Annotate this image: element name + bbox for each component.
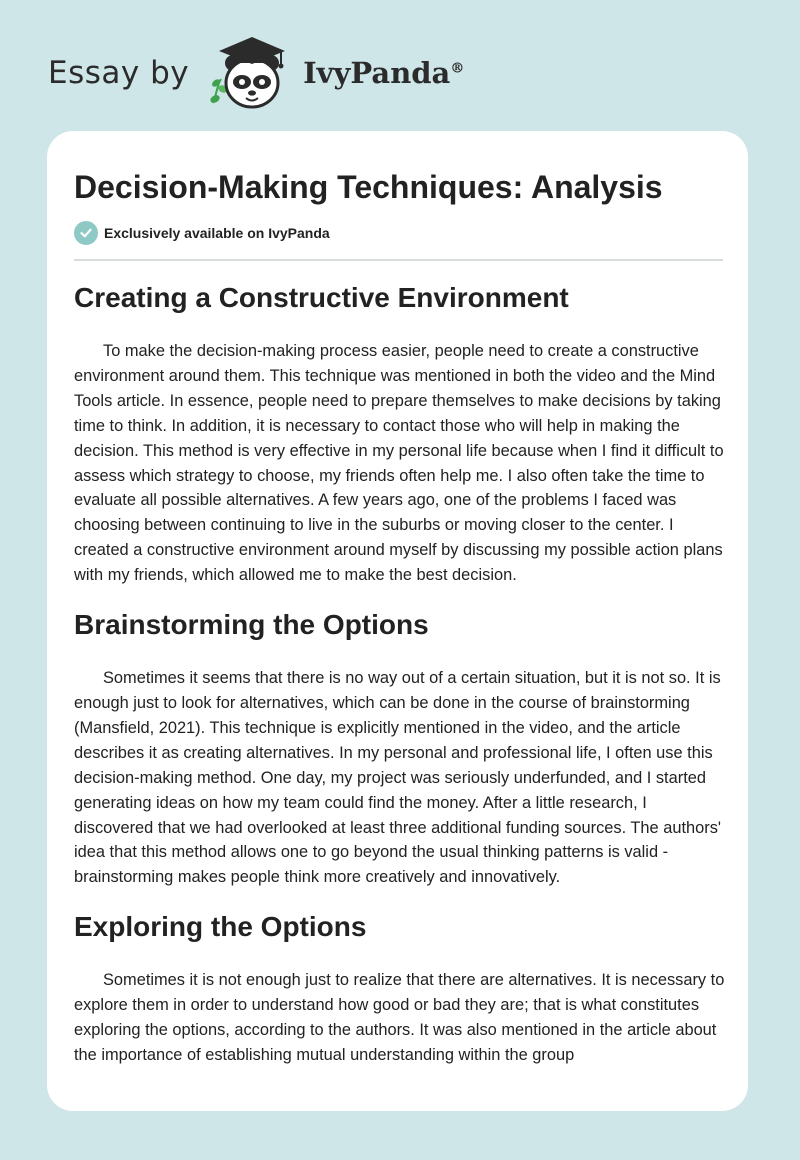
exclusive-label: Exclusively available on IvyPanda <box>104 225 330 241</box>
section-exploring-options <box>74 910 725 1068</box>
section-constructive-environment <box>74 281 722 588</box>
essay-card <box>47 131 748 1111</box>
check-icon <box>74 221 98 245</box>
essay-by-label: Essay by <box>48 55 190 91</box>
brand-name: IvyPanda® <box>303 56 465 90</box>
registered-mark: ® <box>450 60 465 77</box>
section-brainstorming <box>74 608 722 890</box>
exclusive-badge <box>74 221 722 245</box>
site-header <box>48 28 748 118</box>
section-paragraph: Sometimes it seems that there is no way out of a certain situation, but it is not so. It is enough just to look for alternatives, which can be done in the course of brainstorming (Mansfield, 2021). This technique is explicitly mentioned in the video, and the article describes it as creating alternatives. In my personal and professional life, I often use this decision-making method. One day, my project was seriously underfunded, and I started generating ideas on how my team could find the money. After a little research, I discovered that we had overlooked at least three additional funding sources. The authors' idea that this method allows one to go beyond the usual thinking patterns is valid - brainstorming makes people think more creatively and innovatively. <box>74 669 722 887</box>
ivypanda-logo-icon <box>203 33 295 113</box>
section-heading: Brainstorming the Options <box>74 609 429 641</box>
section-paragraph: Sometimes it is not enough just to realize that there are alternatives. It is necessary to explore them in order to understand how good or bad they are; that is what constitutes exploring the options, according to the authors. It was also mentioned in the article about the importance of establishing mutual understanding within the group <box>74 971 725 1064</box>
section-heading: Exploring the Options <box>74 911 367 943</box>
section-paragraph: To make the decision-making process easier, people need to create a constructive environment around them. This technique was mentioned in both the video and the Mind Tools article. In essence, people need to prepare themselves to make decisions by taking time to think. In addition, it is necessary to contact those who will help in making the decision. This method is very effective in my personal life because when I find it difficult to assess which strategy to choose, my friends often help me. I also often take the time to evaluate all possible alternatives. A few years ago, one of the problems I faced was choosing between continuing to live in the suburbs or moving closer to the center. I created a constructive environment around myself by discussing my possible action plans with my friends, which allowed me to make the best decision. <box>74 342 724 585</box>
page-title: Decision-Making Techniques: Analysis <box>74 169 663 205</box>
divider <box>74 259 723 261</box>
section-heading: Creating a Constructive Environment <box>74 282 569 313</box>
